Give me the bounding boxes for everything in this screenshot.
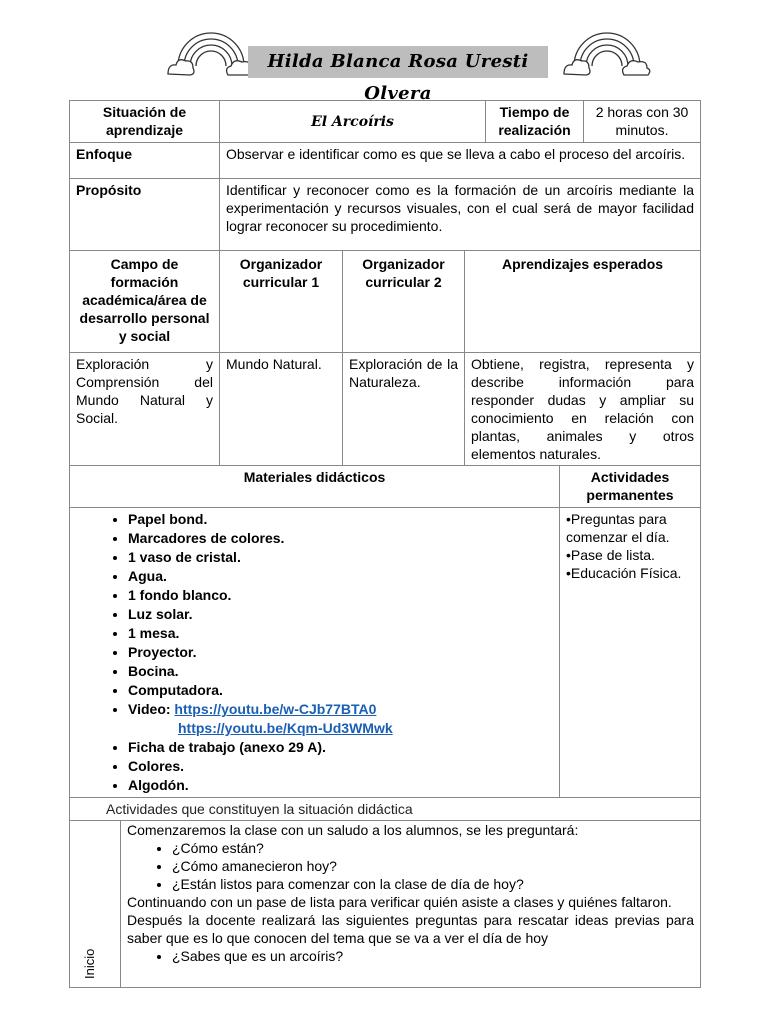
list-item: • 1 mesa. [128, 624, 553, 643]
list-item: • ¿Sabes que es un arcoíris? [172, 947, 694, 965]
list-item: • ¿Cómo están? [172, 839, 694, 857]
list-item: • Agua. [128, 567, 553, 586]
page-header [0, 0, 768, 104]
inicio-questions [127, 839, 694, 893]
list-item: • Ficha de trabajo (anexo 29 A). [128, 738, 553, 757]
inicio-cell [70, 821, 701, 988]
list-item: • Bocina. [128, 662, 553, 681]
campo-header: Campo de formación académica/área de desarrollo personal y social [70, 251, 220, 353]
video-link-1[interactable]: https://youtu.be/w-CJb77BTA0 [174, 701, 377, 717]
inicio-content [121, 821, 700, 987]
org2-value: Exploración de la Naturaleza. [343, 353, 465, 466]
org1-header: Organizador curricular 1 [220, 251, 343, 353]
permanentes-item: •Pase de lista. [566, 547, 655, 563]
list-item: • Marcadores de colores. [128, 529, 553, 548]
list-item: • Proyector. [128, 643, 553, 662]
situacion-label: Situación de aprendizaje [70, 101, 220, 143]
org1-value: Mundo Natural. [220, 353, 343, 466]
permanentes-cell [560, 508, 701, 798]
rainbow-icon [562, 18, 652, 78]
enfoque-text: Observar e identificar como es que se lleva a cabo el proceso del arcoíris. [220, 143, 701, 179]
proposito-label: Propósito [70, 179, 220, 251]
permanentes-title: Actividades permanentes [560, 466, 701, 508]
list-item: • Algodón. [128, 776, 553, 795]
list-item: • 1 fondo blanco. [128, 586, 553, 605]
video-link-2[interactable]: https://youtu.be/Kqm-Ud3WMwk [178, 720, 393, 736]
materiales-list-cell [70, 508, 560, 798]
inicio-questions-2 [127, 947, 694, 965]
inicio-intro: Comenzaremos la clase con un saludo a los alumnos, se les preguntará: [127, 822, 579, 838]
materiales-list [76, 510, 553, 795]
list-item: • Luz solar. [128, 605, 553, 624]
aprendizajes-header: Aprendizajes esperados [465, 251, 701, 353]
rainbow-icon [166, 18, 256, 78]
proposito-text: Identificar y reconocer como es la formación de un arcoíris mediante la experimentación y recursos visuales, con el cual será de mayor facilidad lograr reconocer su procedimiento. [220, 179, 701, 251]
video-label: Video: [128, 701, 175, 717]
list-item: • 1 vaso de cristal. [128, 548, 553, 567]
tiempo-value: 2 horas con 30 minutos. [584, 101, 701, 143]
list-item: • Papel bond. [128, 510, 553, 529]
situation-title: El Arcoíris [220, 101, 486, 143]
list-item: • ¿Cómo amanecieron hoy? [172, 857, 694, 875]
tiempo-label: Tiempo de realización [486, 101, 584, 143]
campo-value: Exploración y Comprensión del Mundo Natural y Social. [70, 353, 220, 466]
list-item: • Computadora. [128, 681, 553, 700]
list-item: • Colores. [128, 757, 553, 776]
inicio-label: Inicio [82, 948, 97, 979]
inicio-paragraph: Continuando con un pase de lista para verificar quién asiste a clases y quiénes faltaron. [127, 894, 672, 910]
enfoque-label: Enfoque [70, 143, 220, 179]
aprendizajes-value: Obtiene, registra, representa y describe información para responder dudas y ampliar su conocimiento en relación con plantas, animales y otros elementos naturales. [465, 353, 701, 466]
video-item [128, 700, 553, 738]
list-item: • ¿Están listos para comenzar con la clase de día de hoy? [172, 875, 694, 893]
author-name-band [248, 46, 548, 104]
org2-header: Organizador curricular 2 [343, 251, 465, 353]
author-name: Hilda Blanca Rosa Uresti Olvera [267, 51, 529, 104]
planning-table [69, 100, 701, 988]
inicio-paragraph: Después la docente realizará las siguientes preguntas para rescatar ideas previas para saber que es lo que conocen del tema que se va a ver el día de hoy [127, 912, 695, 946]
permanentes-item: •Preguntas para comenzar el día. [566, 511, 670, 545]
permanentes-item: •Educación Física. [566, 565, 682, 581]
materiales-title: Materiales didácticos [70, 466, 560, 508]
actividades-title: Actividades que constituyen la situación didáctica [70, 798, 701, 821]
inicio-label-cell [70, 821, 121, 987]
